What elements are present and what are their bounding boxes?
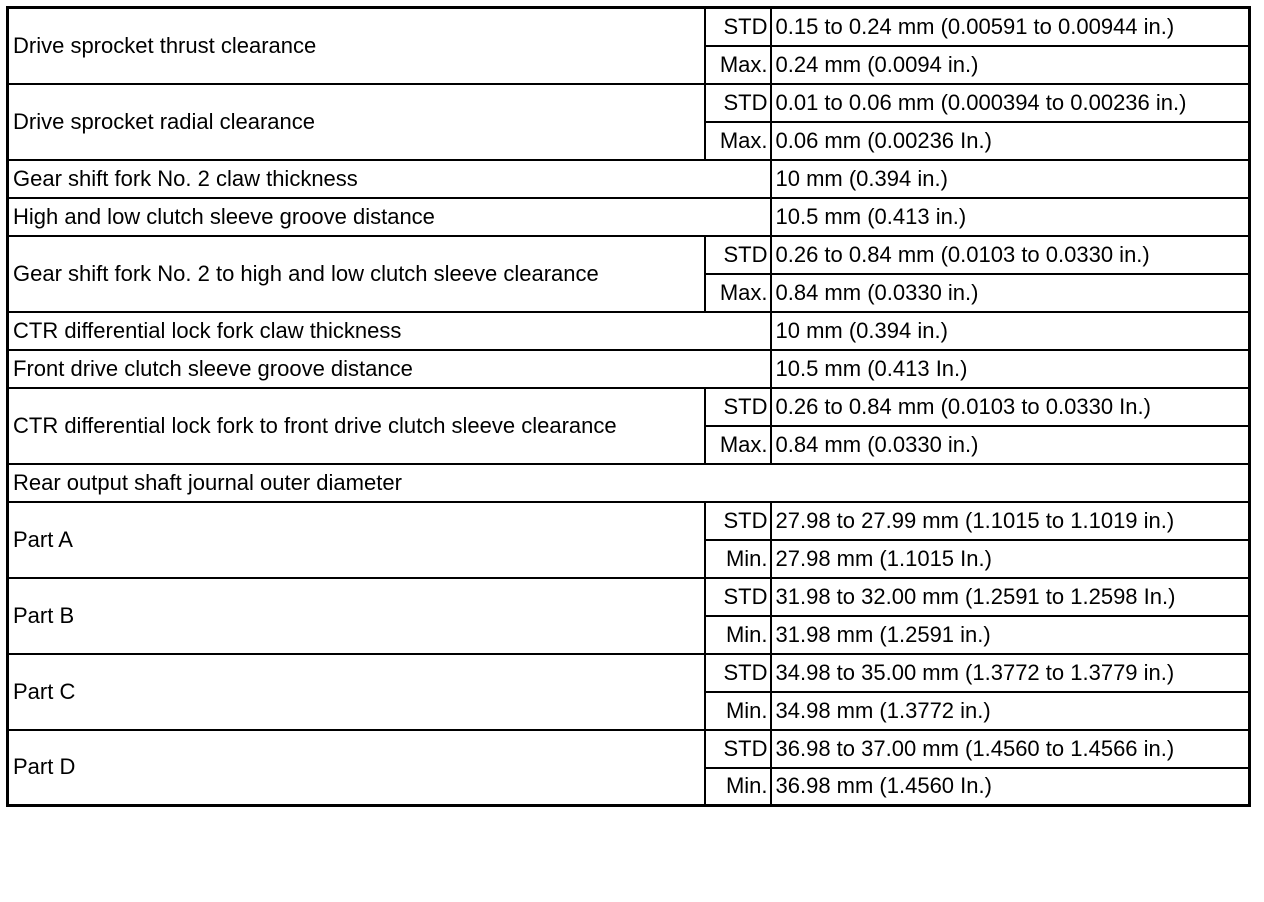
- item-name: Part A: [8, 502, 705, 578]
- spec-value: 0.26 to 0.84 mm (0.0103 to 0.0330 in.): [771, 236, 1250, 274]
- spec-value: 31.98 mm (1.2591 in.): [771, 616, 1250, 654]
- spec-value: 31.98 to 32.00 mm (1.2591 to 1.2598 In.): [771, 578, 1250, 616]
- table-row: [8, 84, 1250, 122]
- spec-type: Min.: [705, 692, 771, 730]
- specification-table: [6, 6, 1251, 807]
- item-name: Part D: [8, 730, 705, 806]
- spec-value: 0.84 mm (0.0330 in.): [771, 426, 1250, 464]
- spec-type: STD: [705, 730, 771, 768]
- item-name: Gear shift fork No. 2 claw thickness: [8, 160, 771, 198]
- spec-type: Max.: [705, 122, 771, 160]
- table-row: [8, 654, 1250, 692]
- spec-value: 0.84 mm (0.0330 in.): [771, 274, 1250, 312]
- table-row: [8, 8, 1250, 46]
- spec-type: STD: [705, 388, 771, 426]
- table-row: [8, 578, 1250, 616]
- table-row: [8, 464, 1250, 502]
- spec-value: 0.01 to 0.06 mm (0.000394 to 0.00236 in.): [771, 84, 1250, 122]
- spec-type: STD: [705, 236, 771, 274]
- table-row: [8, 160, 1250, 198]
- spec-type: STD: [705, 8, 771, 46]
- spec-value: 10.5 mm (0.413 In.): [771, 350, 1250, 388]
- spec-value: 10 mm (0.394 in.): [771, 312, 1250, 350]
- spec-value: 0.26 to 0.84 mm (0.0103 to 0.0330 In.): [771, 388, 1250, 426]
- item-name: Part B: [8, 578, 705, 654]
- spec-value: 27.98 to 27.99 mm (1.1015 to 1.1019 in.): [771, 502, 1250, 540]
- table-row: [8, 236, 1250, 274]
- spec-value: 27.98 mm (1.1015 In.): [771, 540, 1250, 578]
- table-row: [8, 350, 1250, 388]
- item-name: CTR differential lock fork claw thickness: [8, 312, 771, 350]
- item-name: Drive sprocket radial clearance: [8, 84, 705, 160]
- spec-value: 0.06 mm (0.00236 In.): [771, 122, 1250, 160]
- item-name: Gear shift fork No. 2 to high and low clutch sleeve clearance: [8, 236, 705, 312]
- spec-type: Max.: [705, 46, 771, 84]
- spec-value: 10.5 mm (0.413 in.): [771, 198, 1250, 236]
- spec-type: Min.: [705, 616, 771, 654]
- spec-type: Min.: [705, 540, 771, 578]
- item-name: Drive sprocket thrust clearance: [8, 8, 705, 84]
- section-heading: Rear output shaft journal outer diameter: [8, 464, 1250, 502]
- item-name: High and low clutch sleeve groove distance: [8, 198, 771, 236]
- spec-value: 0.24 mm (0.0094 in.): [771, 46, 1250, 84]
- item-name: Front drive clutch sleeve groove distance: [8, 350, 771, 388]
- table-row: [8, 502, 1250, 540]
- spec-value: 36.98 mm (1.4560 In.): [771, 768, 1250, 806]
- table-row: [8, 388, 1250, 426]
- spec-value: 0.15 to 0.24 mm (0.00591 to 0.00944 in.): [771, 8, 1250, 46]
- specification-table-body: [8, 8, 1250, 806]
- spec-value: 10 mm (0.394 in.): [771, 160, 1250, 198]
- spec-type: STD: [705, 502, 771, 540]
- spec-type: STD: [705, 578, 771, 616]
- spec-type: Min.: [705, 768, 771, 806]
- spec-type: Max.: [705, 274, 771, 312]
- spec-value: 34.98 mm (1.3772 in.): [771, 692, 1250, 730]
- spec-type: Max.: [705, 426, 771, 464]
- item-name: Part C: [8, 654, 705, 730]
- spec-type: STD: [705, 84, 771, 122]
- spec-value: 36.98 to 37.00 mm (1.4560 to 1.4566 in.): [771, 730, 1250, 768]
- spec-value: 34.98 to 35.00 mm (1.3772 to 1.3779 in.): [771, 654, 1250, 692]
- item-name: CTR differential lock fork to front drive clutch sleeve clearance: [8, 388, 705, 464]
- table-row: [8, 730, 1250, 768]
- table-row: [8, 198, 1250, 236]
- spec-type: STD: [705, 654, 771, 692]
- table-row: [8, 312, 1250, 350]
